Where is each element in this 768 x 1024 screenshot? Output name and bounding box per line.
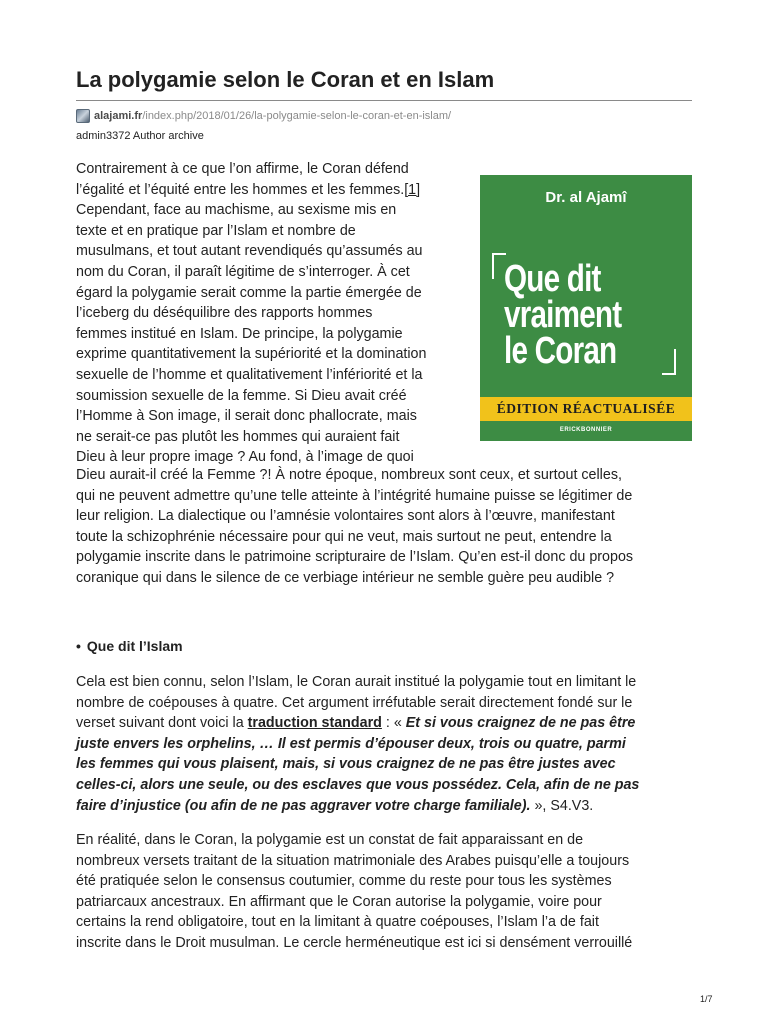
intro-line: coranique qui dans le silence de ce verbiage intérieur ne semble guère peu audible ?: [76, 569, 615, 586]
intro-line: Dieu à leur propre image ? Au fond, à l’image de quoi: [76, 449, 414, 466]
intro-line: égard la polygamie serait comme la partie émergée de: [76, 284, 422, 301]
book-publisher: ERICKBONNIER: [559, 427, 613, 433]
paragraph-line: verset suivant dont voici la traduction standard : « Et si vous craignez de ne pas être: [76, 715, 636, 732]
quote-text: faire d’injustice (ou afin de ne pas aggraver votre charge familiale).: [76, 797, 531, 814]
section-heading: [76, 638, 183, 654]
page-title: La polygamie selon le Coran et en Islam: [76, 67, 495, 92]
intro-line: soumission sexuelle de la femme. Si Dieu avait créé: [76, 387, 407, 404]
traduction-standard-link[interactable]: traduction standard: [247, 715, 382, 732]
intro-line: ne serait-ce pas plutôt les hommes qui auraient fait: [76, 428, 400, 445]
book-author: Dr. al Ajamî: [545, 189, 627, 206]
paragraph-line: Cela est bien connu, selon l’Islam, le Coran aurait institué la polygamie tout en limitant le: [76, 674, 637, 690]
verse-reference: », S4.V3.: [530, 797, 594, 814]
intro-line: Cependant, face au machisme, au sexisme mis en: [76, 202, 397, 219]
paragraph-2: [76, 672, 696, 816]
book-frame-corner: [662, 349, 676, 375]
intro-line: l’Homme à Son image, il serait donc phallocrate, mais: [76, 408, 417, 425]
paragraph-line: certains la rend obligatoire, tout en la limitant à quatre coépouses, l’Islam l’a de fait: [76, 914, 599, 931]
intro-line: toute la schizophrénie nécessaire pour qui ne veut, mais surtout ne peut, entendre la: [76, 528, 612, 545]
page-number: 1/7: [700, 994, 713, 1004]
paragraph-line: nombre de coépouses à quatre. Cet argument irréfutable serait directement fondé sur le: [76, 694, 633, 711]
intro-line: polygamie inscrite dans le patrimoine scripturaire de l’Islam. Qu’en est-il donc du propos: [76, 549, 634, 566]
footnote-link[interactable]: [1]: [404, 181, 421, 198]
paragraph-line: patriarcaux ancestraux. En affirmant que le Coran autorise la polygamie, voire pour: [76, 893, 602, 910]
paragraph-3: [76, 830, 696, 954]
intro-line: Contrairement à ce que l’on affirme, le Coran défend: [76, 161, 409, 177]
quote-text: Et si vous craignez de ne pas être: [405, 715, 636, 732]
intro-line: musulmans, et tout autant revendiqués qu’assumés au: [76, 243, 423, 260]
site-favicon-icon: [76, 109, 90, 123]
intro-line: Dieu aurait-il créé la Femme ?! À notre époque, nombreux sont ceux, et surtout celles,: [76, 467, 622, 483]
intro-line: texte et en pratique par l’Islam et nombre de: [76, 222, 356, 239]
author-line[interactable]: admin3372 Author archive: [76, 130, 204, 142]
source-path[interactable]: /index.php/2018/01/26/la-polygamie-selon-le-coran-et-en-islam/: [142, 110, 452, 122]
quote-line: celles-ci, alors une seule, ou des esclaves que vous possédez. Cela, afin de ne pas: [76, 776, 640, 793]
paragraph-line: [76, 796, 696, 817]
intro-line: leur religion. La dialectique ou l’amnésie volontaires sont alors à l’œuvre, manifestant: [76, 508, 615, 525]
intro-line: femmes institué en Islam. De principe, la polygamie: [76, 325, 403, 342]
source-domain[interactable]: alajami.fr: [94, 110, 143, 122]
title-divider: [76, 100, 692, 101]
book-title: Que dit vraiment le Coran: [504, 258, 622, 372]
intro-line: sexuelle de l’homme et qualitativement l’infériorité et la: [76, 366, 423, 383]
quote-line: juste envers les orphelins, … Il est permis d’épouser deux, trois ou quatre, parmi: [76, 735, 626, 752]
intro-line: qui ne peuvent admettre qu’une telle atteinte à l’intégrité humaine puisse se légitimer de: [76, 487, 633, 504]
intro-continuation: [76, 465, 696, 589]
intro-line: l’iceberg du déséquilibre des rapports hommes: [76, 305, 373, 322]
intro-line: l’égalité et l’équité entre les hommes et les femmes.[1]: [76, 181, 421, 198]
book-edition-band: ÉDITION RÉACTUALISÉE: [480, 397, 692, 421]
intro-line: nom du Coran, il paraît légitime de s’interroger. À cet: [76, 263, 410, 280]
quote-line: les femmes qui vous plaisent, mais, si vous craignez de ne pas être justes avec: [76, 756, 616, 773]
source-line: [76, 107, 451, 125]
section-heading-text: Que dit l’Islam: [86, 638, 183, 654]
paragraph-line: inscrite dans le Droit musulman. Le cercle herméneutique est ici si densément verrouillé: [76, 934, 633, 951]
intro-line: exprime quantitativement la supériorité et la domination: [76, 346, 427, 363]
paragraph-line: été pratiquée selon le consensus coutumier, comme du reste pour tous les systèmes: [76, 873, 612, 890]
intro-paragraph: [76, 159, 466, 468]
paragraph-line: nombreux versets traitant de la situation matrimoniale des Arabes puisqu’elle a toujours: [76, 852, 630, 869]
book-cover-image: [480, 175, 692, 441]
paragraph-line: En réalité, dans le Coran, la polygamie est un constat de fait apparaissant en de: [76, 832, 584, 848]
bullet-icon: •: [76, 638, 81, 654]
